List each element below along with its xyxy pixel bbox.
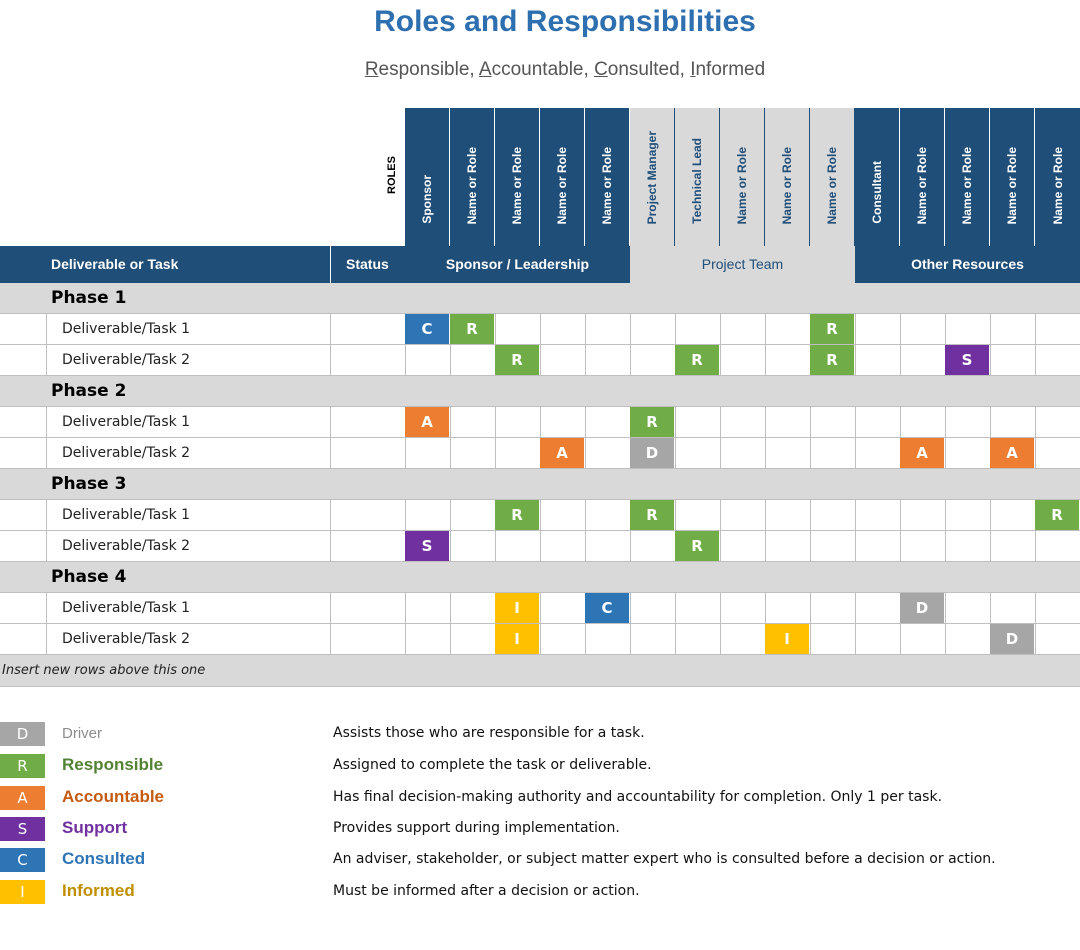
insert-rows-note [0,655,1080,687]
task-column-label: Deliverable or Task [51,256,179,272]
role-header-6 [630,108,675,246]
grid-line [990,407,991,437]
role-header-8 [720,108,765,246]
role-header-text-wrap [720,147,764,224]
subtitle-letter-r: R [364,59,379,80]
grid-line [540,407,541,437]
role-header-label: Name or Role [960,146,974,224]
role-header-label: Consultant [870,161,884,224]
grid-line [540,500,541,530]
phase-name: Phase 4 [51,567,127,587]
task-row[interactable] [0,500,1080,531]
grid-line [495,407,496,437]
group-label-project-team: Project Team [701,256,784,272]
role-header-1 [405,108,450,246]
grid-line [810,624,811,654]
raci-cell-r[interactable]: R [675,531,719,561]
task-row[interactable] [0,314,1080,345]
role-header-3 [495,108,540,246]
raci-cell-c[interactable]: C [405,314,449,344]
grid-line [810,500,811,530]
raci-cell-r[interactable]: R [630,500,674,530]
legend-description: Assists those who are responsible for a task. [333,725,645,741]
grid-line [630,624,631,654]
grid-line [765,314,766,344]
grid-line [720,438,721,468]
grid-line [585,438,586,468]
grid-line [46,314,47,344]
grid-line [945,593,946,623]
subtitle-text-a: ccountable, [491,59,595,80]
grid-line [990,314,991,344]
legend-name: Accountable [62,787,165,806]
grid-line [630,314,631,344]
role-header-text-wrap [405,175,449,224]
grid-line [990,531,991,561]
subtitle-letter-a: A [478,59,492,80]
raci-cell-r[interactable]: R [630,407,674,437]
raci-cell-d[interactable]: D [900,593,944,623]
role-header-text-wrap [855,161,899,224]
grid-line [405,624,406,654]
legend-description: An adviser, stakeholder, or subject matter expert who is consulted before a decision or action. [333,851,996,867]
grid-line [900,500,901,530]
group-header-other [855,246,1080,283]
role-header-13 [945,108,990,246]
legend-item-accountable [0,786,1080,810]
raci-cell-s[interactable]: S [405,531,449,561]
task-row[interactable] [0,438,1080,469]
role-header-15 [1035,108,1080,246]
grid-line [405,500,406,530]
grid-line [720,345,721,375]
role-header-14 [990,108,1035,246]
task-name: Deliverable/Task 1 [62,414,191,430]
grid-line [945,624,946,654]
role-header-9 [765,108,810,246]
status-column-label: Status [346,256,389,272]
legend-code-box: A [0,786,45,810]
legend-item-support [0,817,1080,841]
legend-name: Driver [62,725,102,742]
task-name: Deliverable/Task 2 [62,538,191,554]
grid-line [630,531,631,561]
raci-cell-a[interactable]: A [990,438,1034,468]
raci-cell-r[interactable]: R [675,345,719,375]
legend-code-box: C [0,848,45,872]
grid-line [450,624,451,654]
grid-line [1035,624,1036,654]
subtitle-letter-i: I [690,59,696,80]
legend-name: Responsible [62,755,164,774]
grid-line [720,500,721,530]
role-header-text-wrap [495,147,539,224]
grid-line [450,407,451,437]
role-header-text-wrap [540,147,584,224]
grid-line [46,624,47,654]
phase-row [0,562,1080,593]
role-header-text-wrap [765,147,809,224]
raci-cell-r[interactable]: R [810,345,854,375]
raci-cell-a[interactable]: A [405,407,449,437]
role-header-text-wrap [900,147,944,224]
legend-description: Must be informed after a decision or action. [333,883,640,899]
grid-line [585,345,586,375]
subtitle-text-c: onsulted, [607,59,691,80]
grid-line [405,438,406,468]
raci-cell-i[interactable]: I [495,624,539,654]
grid-line [900,531,901,561]
role-header-text-wrap [990,147,1034,224]
grid-line [765,531,766,561]
role-header-label: Name or Role [510,146,524,224]
raci-cell-a[interactable]: A [540,438,584,468]
grid-line [720,314,721,344]
grid-line [495,531,496,561]
grid-line [540,593,541,623]
grid-line [720,593,721,623]
subtitle-text-i: nformed [695,59,766,80]
grid-line [450,438,451,468]
legend-code-box: D [0,722,45,746]
grid-line [1035,407,1036,437]
grid-line [495,314,496,344]
legend-name: Informed [62,881,135,900]
legend-name: Support [62,818,128,837]
grid-line [46,500,47,530]
task-row[interactable] [0,345,1080,376]
task-row[interactable] [0,593,1080,624]
raci-cell-r[interactable]: R [1035,500,1079,530]
grid-line [585,531,586,561]
legend-description: Assigned to complete the task or deliverable. [333,757,652,773]
grid-line [675,593,676,623]
grid-line [855,438,856,468]
grid-line [720,624,721,654]
grid-line [855,624,856,654]
role-header-text-wrap [945,147,989,224]
role-header-text-wrap [585,147,629,224]
grid-line [720,407,721,437]
raci-cell-r[interactable]: R [495,500,539,530]
role-header-10 [810,108,855,246]
grid-line [585,407,586,437]
phase-name: Phase 3 [51,474,127,494]
page-subtitle [0,59,1080,81]
legend-item-responsible [0,754,1080,778]
grid-line [990,593,991,623]
legend-item-consulted [0,848,1080,872]
phase-name: Phase 1 [51,288,127,308]
grid-line [900,345,901,375]
grid-line [990,345,991,375]
role-header-label: Name or Role [915,146,929,224]
role-header-text-wrap [675,138,719,224]
grid-line [46,593,47,623]
grid-line [585,314,586,344]
grid-line [720,531,721,561]
grid-line [1035,593,1036,623]
grid-line [1035,531,1036,561]
grid-line [810,407,811,437]
raci-cell-d[interactable]: D [990,624,1034,654]
grid-line [495,438,496,468]
group-label-sponsor: Sponsor / Leadership [445,256,590,272]
grid-line [630,345,631,375]
subtitle-text-r: esponsible, [378,59,479,80]
phase-name: Phase 2 [51,381,127,401]
role-header-text-wrap [1035,147,1080,224]
legend-code-box: S [0,817,45,841]
grid-line [675,314,676,344]
raci-cell-r[interactable]: R [450,314,494,344]
grid-line [945,438,946,468]
role-header-label: Name or Role [600,146,614,224]
legend-name: Consulted [62,849,146,868]
raci-cell-c[interactable]: C [585,593,629,623]
role-header-label: Technical Lead [690,138,704,224]
task-row[interactable] [0,531,1080,562]
grid-line [810,531,811,561]
legend-description: Provides support during implementation. [333,820,620,836]
grid-line [855,531,856,561]
grid-line [675,407,676,437]
grid-line [675,438,676,468]
grid-line [630,593,631,623]
group-label-other: Other Resources [911,256,1024,272]
insert-rows-note-text: Insert new rows above this one [2,663,206,678]
role-header-label: Sponsor [420,175,434,224]
grid-line [330,314,331,344]
legend-code-box: I [0,880,45,904]
role-header-11 [855,108,900,246]
task-name: Deliverable/Task 2 [62,631,191,647]
grid-line [46,531,47,561]
grid-line [675,624,676,654]
legend-item-driver [0,722,1080,746]
role-header-text-wrap [810,147,854,224]
role-header-12 [900,108,945,246]
grid-line [450,593,451,623]
role-header-label: Name or Role [1050,146,1065,224]
grid-line [330,438,331,468]
task-name: Deliverable/Task 1 [62,600,191,616]
legend-item-informed [0,880,1080,904]
grid-line [405,345,406,375]
grid-line [945,314,946,344]
phase-row [0,283,1080,314]
grid-line [765,438,766,468]
role-header-label: Project Manager [645,130,659,224]
role-header-7 [675,108,720,246]
status-column-header [331,246,405,283]
legend-code-box: R [0,754,45,778]
roles-label-text: ROLES [386,156,398,194]
grid-line [945,531,946,561]
grid-line [765,407,766,437]
grid-line [765,593,766,623]
task-name: Deliverable/Task 1 [62,507,191,523]
role-header-label: Name or Role [825,146,839,224]
grid-line [330,624,331,654]
grid-line [855,314,856,344]
task-row[interactable] [0,407,1080,438]
grid-line [330,531,331,561]
grid-line [540,531,541,561]
task-column-header [0,246,330,283]
role-header-5 [585,108,630,246]
grid-line [46,345,47,375]
grid-line [810,438,811,468]
raci-cell-i[interactable]: I [495,593,539,623]
grid-line [540,345,541,375]
raci-cell-a[interactable]: A [900,438,944,468]
grid-line [450,500,451,530]
role-header-label: Name or Role [735,146,749,224]
task-row[interactable] [0,624,1080,655]
grid-line [810,593,811,623]
page-title: Roles and Responsibilities [374,5,756,38]
phase-row [0,469,1080,500]
grid-line [1035,438,1036,468]
task-name: Deliverable/Task 2 [62,445,191,461]
grid-line [330,593,331,623]
task-name: Deliverable/Task 2 [62,352,191,368]
grid-line [450,531,451,561]
raci-cell-i[interactable]: I [765,624,809,654]
roles-label [381,150,403,200]
grid-line [585,624,586,654]
grid-line [855,593,856,623]
role-header-4 [540,108,585,246]
grid-line [855,500,856,530]
subtitle-letter-c: C [594,59,608,80]
raci-cell-d[interactable]: D [630,438,674,468]
group-header-project-team [630,246,855,283]
legend-description: Has final decision-making authority and accountability for completion. Only 1 per task. [333,789,943,805]
task-name: Deliverable/Task 1 [62,321,191,337]
grid-line [330,500,331,530]
grid-line [540,624,541,654]
role-header-label: Name or Role [555,146,569,224]
raci-cell-r[interactable]: R [810,314,854,344]
grid-line [330,345,331,375]
role-header-text-wrap [630,131,674,224]
grid-line [900,407,901,437]
grid-line [330,407,331,437]
role-header-label: Name or Role [465,146,479,224]
role-header-text-wrap [450,147,494,224]
grid-line [675,500,676,530]
grid-line [450,345,451,375]
grid-line [405,593,406,623]
grid-line [46,407,47,437]
grid-line [585,500,586,530]
grid-line [945,407,946,437]
grid-line [990,500,991,530]
grid-line [1035,314,1036,344]
phase-row [0,376,1080,407]
raci-cell-s[interactable]: S [945,345,989,375]
grid-line [855,345,856,375]
grid-line [855,407,856,437]
grid-line [900,314,901,344]
raci-cell-r[interactable]: R [495,345,539,375]
role-header-2 [450,108,495,246]
grid-line [900,624,901,654]
grid-line [765,500,766,530]
grid-line [540,314,541,344]
grid-line [765,345,766,375]
role-header-label: Name or Role [780,146,794,224]
role-header-label: Name or Role [1005,146,1019,224]
grid-line [46,438,47,468]
group-header-sponsor [405,246,630,283]
grid-line [945,500,946,530]
grid-line [1035,345,1036,375]
